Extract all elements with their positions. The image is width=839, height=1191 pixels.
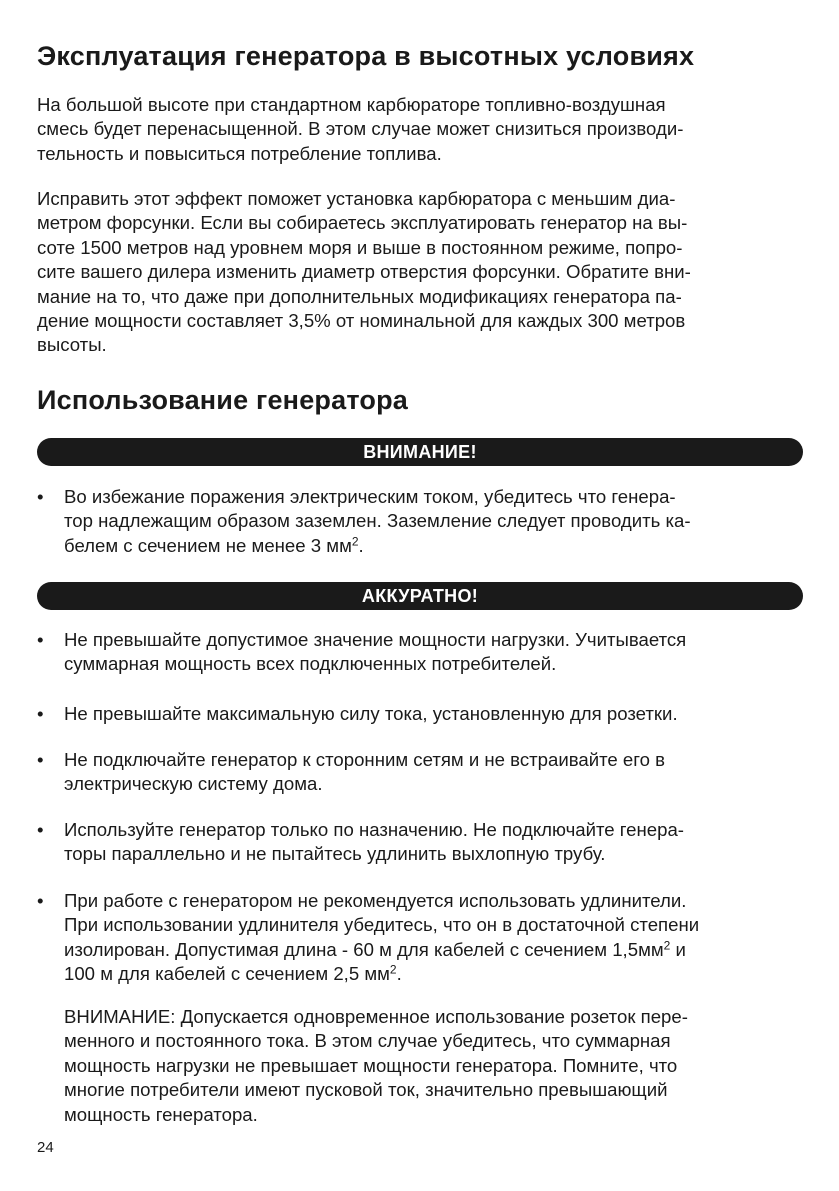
bullet-line: Используйте генератор только по назначению. Не подключайте генера- <box>64 819 684 840</box>
paragraph-line: метром форсунки. Если вы собираетесь эксплуатировать генератор на вы- <box>37 212 688 234</box>
bullet-line <box>64 962 805 986</box>
bullet-line: суммарная мощность всех подключенных потребителей. <box>64 653 557 675</box>
superscript: 2 <box>389 962 397 977</box>
bullet-line: Во избежание поражения электрическим током, убедитесь что генера- <box>64 486 676 507</box>
superscript: 2 <box>663 938 671 953</box>
bullet-text: белем с сечением не менее 3 мм <box>64 534 352 556</box>
paragraph-line: дение мощности составляет 3,5% от номинальной для каждых 300 метров <box>37 310 686 332</box>
paragraph-line: На большой высоте при стандартном карбюраторе топливно-воздушная <box>37 94 666 115</box>
bullet-line <box>64 534 805 558</box>
caution-banner: АККУРАТНО! <box>37 582 803 610</box>
paragraph-altitude-intro <box>37 93 777 166</box>
bullet-line: При использовании удлинителя убедитесь, что он в достаточной степени <box>64 914 700 936</box>
paragraph-line: смесь будет перенасыщенной. В этом случае может снизиться производи- <box>37 118 684 140</box>
bullet-line <box>64 938 805 962</box>
bullet-text: . <box>396 963 402 985</box>
caution-bullet-2 <box>37 702 805 726</box>
note-paragraph <box>64 1005 804 1127</box>
warning-banner: ВНИМАНИЕ! <box>37 438 803 466</box>
bullet-line: электрическую систему дома. <box>64 773 323 795</box>
bullet-line: торы параллельно и не пытайтесь удлинить выхлопную трубу. <box>64 843 606 865</box>
bullet-line: Не превышайте максимальную силу тока, установленную для розетки. <box>64 703 678 724</box>
note-line: мощность нагрузки не превышает мощности генератора. Помните, что <box>64 1054 678 1076</box>
paragraph-line: высоты. <box>37 334 107 356</box>
bullet-icon: • <box>37 703 44 724</box>
bullet-line: Не превышайте допустимое значение мощности нагрузки. Учитывается <box>64 629 687 650</box>
bullet-line: При работе с генератором не рекомендуется использовать удлинители. <box>64 890 687 911</box>
bullet-icon: • <box>37 819 44 840</box>
caution-bullet-1 <box>37 628 805 677</box>
section-title-altitude: Эксплуатация генератора в высотных условиях <box>37 41 695 71</box>
caution-bullet-5 <box>37 889 805 987</box>
bullet-icon: • <box>37 629 44 650</box>
bullet-line: тор надлежащим образом заземлен. Заземление следует проводить ка- <box>64 510 691 532</box>
caution-bullet-3 <box>37 748 805 797</box>
superscript: 2 <box>351 534 359 549</box>
warning-bullet <box>37 485 805 558</box>
note-line: ВНИМАНИЕ: Допускается одновременное использование розеток пере- <box>64 1006 688 1027</box>
note-line: менного и постоянного тока. В этом случае убедитесь, что суммарная <box>64 1030 671 1052</box>
page-number: 24 <box>37 1139 54 1156</box>
paragraph-line: сите вашего дилера изменить диаметр отверстия форсунки. Обратите вни- <box>37 261 691 283</box>
paragraph-line: Исправить этот эффект поможет установка карбюратора с меньшим диа- <box>37 188 676 209</box>
paragraph-line: тельность и повыситься потребление топлива. <box>37 142 442 164</box>
bullet-text: и <box>670 938 686 960</box>
bullet-icon: • <box>37 486 44 507</box>
paragraph-altitude-fix <box>37 187 777 358</box>
bullet-line: Не подключайте генератор к сторонним сетям и не встраивайте его в <box>64 749 666 770</box>
bullet-icon: • <box>37 890 44 911</box>
bullet-text: 100 м для кабелей с сечением 2,5 мм <box>64 963 390 985</box>
bullet-text: изолирован. Допустимая длина - 60 м для кабелей с сечением 1,5мм <box>64 938 664 960</box>
caution-bullet-4 <box>37 818 805 867</box>
paragraph-line: соте 1500 метров над уровнем моря и выше в постоянном режиме, попро- <box>37 236 683 258</box>
bullet-icon: • <box>37 749 44 770</box>
note-line: мощность генератора. <box>64 1103 258 1125</box>
paragraph-line: мание на то, что даже при дополнительных модификациях генератора па- <box>37 285 682 307</box>
note-line: многие потребители имеют пусковой ток, значительно превышающий <box>64 1079 668 1101</box>
bullet-text: . <box>358 534 364 556</box>
section-title-usage: Использование генератора <box>37 385 408 415</box>
